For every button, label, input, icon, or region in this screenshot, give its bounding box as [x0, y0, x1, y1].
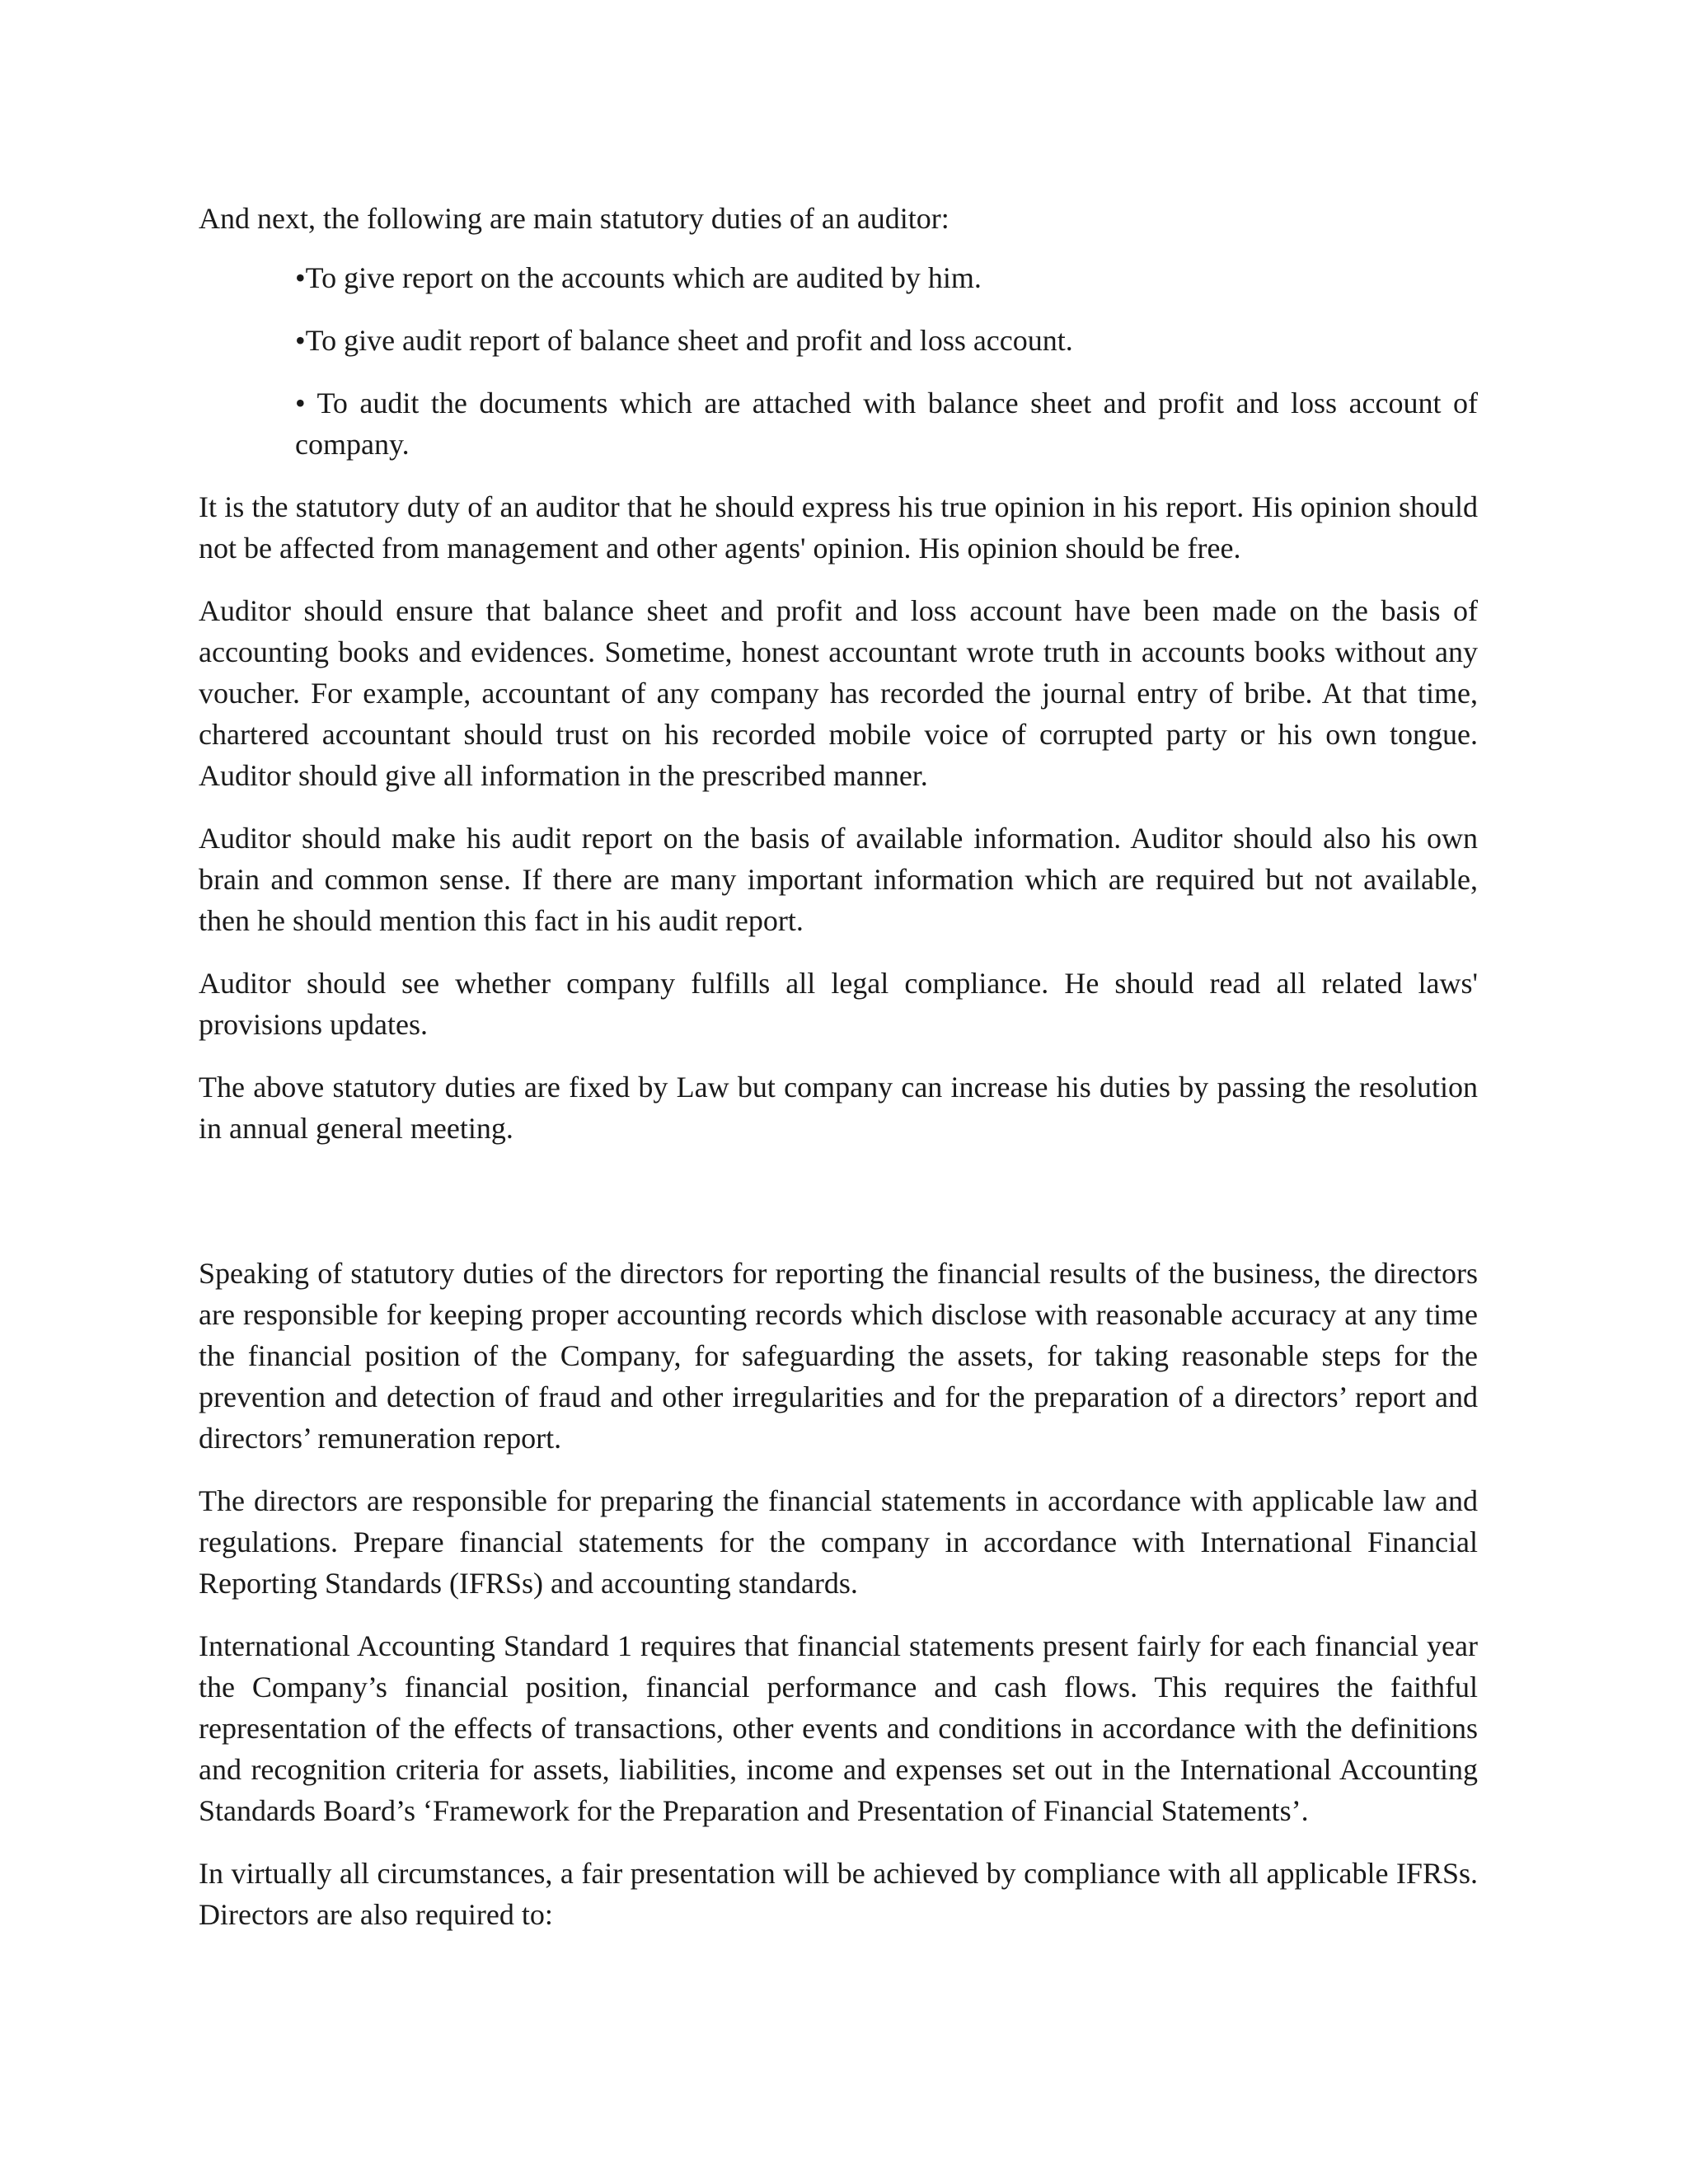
auditor-paragraph: It is the statutory duty of an auditor that he should express his true opinion in his report. His opinion should not be affected from management and other agents' opinion. His opinion should be free. [199, 490, 1478, 565]
auditor-duties-list [199, 257, 1478, 465]
duty-item: • To audit the documents which are attached with balance sheet and profit and loss account of company. [295, 387, 1478, 461]
auditor-paragraph: The above statutory duties are fixed by Law but company can increase his duties by passing the resolution in annual general meeting. [199, 1071, 1478, 1145]
duty-item: •To give audit report of balance sheet and profit and loss account. [295, 324, 1073, 357]
duty-item: •To give report on the accounts which are audited by him. [295, 261, 982, 294]
auditor-paragraph: Auditor should ensure that balance sheet and profit and loss account have been made on the basis of accounting books and evidences. Sometime, honest accountant wrote truth in accounts books without any voucher. For example, accountant of any company has recorded the journal entry of bribe. At that time, chartered accountant should trust on his recorded mobile voice of corrupted party or his own tongue. Auditor should give all information in the prescribed manner. [199, 594, 1478, 792]
director-paragraph: International Accounting Standard 1 requires that financial statements present fairly for each financial year the Company’s financial position, financial performance and cash flows. This requires the faithful representation of the effects of transactions, other events and conditions in accordance with the definitions and recognition criteria for assets, liabilities, income and expenses set out in the International Accounting Standards Board’s ‘Framework for the Preparation and Presentation of Financial Statements’. [199, 1629, 1478, 1827]
document-body [199, 198, 1478, 1957]
director-paragraph: The directors are responsible for preparing the financial statements in accordance with applicable law and regulations. Prepare financial statements for the company in accordance with International Financial Reporting Standards (IFRSs) and accounting standards. [199, 1484, 1478, 1600]
director-paragraph: Speaking of statutory duties of the directors for reporting the financial results of the business, the directors are responsible for keeping proper accounting records which disclose with reasonable accuracy at any time the financial position of the Company, for safeguarding the assets, for taking reasonable steps for the prevention and detection of fraud and other irregularities and for the preparation of a directors’ report and directors’ remuneration report. [199, 1257, 1478, 1455]
director-paragraph: In virtually all circumstances, a fair presentation will be achieved by compliance with all applicable IFRSs. Directors are also required to: [199, 1857, 1478, 1931]
intro-paragraph: And next, the following are main statutory duties of an auditor: [199, 202, 950, 235]
auditor-paragraph: Auditor should make his audit report on the basis of available information. Auditor should also his own brain and common sense. If there are many important information which are required but not available, then he should mention this fact in his audit report. [199, 822, 1478, 937]
auditor-paragraph: Auditor should see whether company fulfills all legal compliance. He should read all related laws' provisions updates. [199, 967, 1478, 1041]
section-spacer [199, 1170, 1478, 1253]
